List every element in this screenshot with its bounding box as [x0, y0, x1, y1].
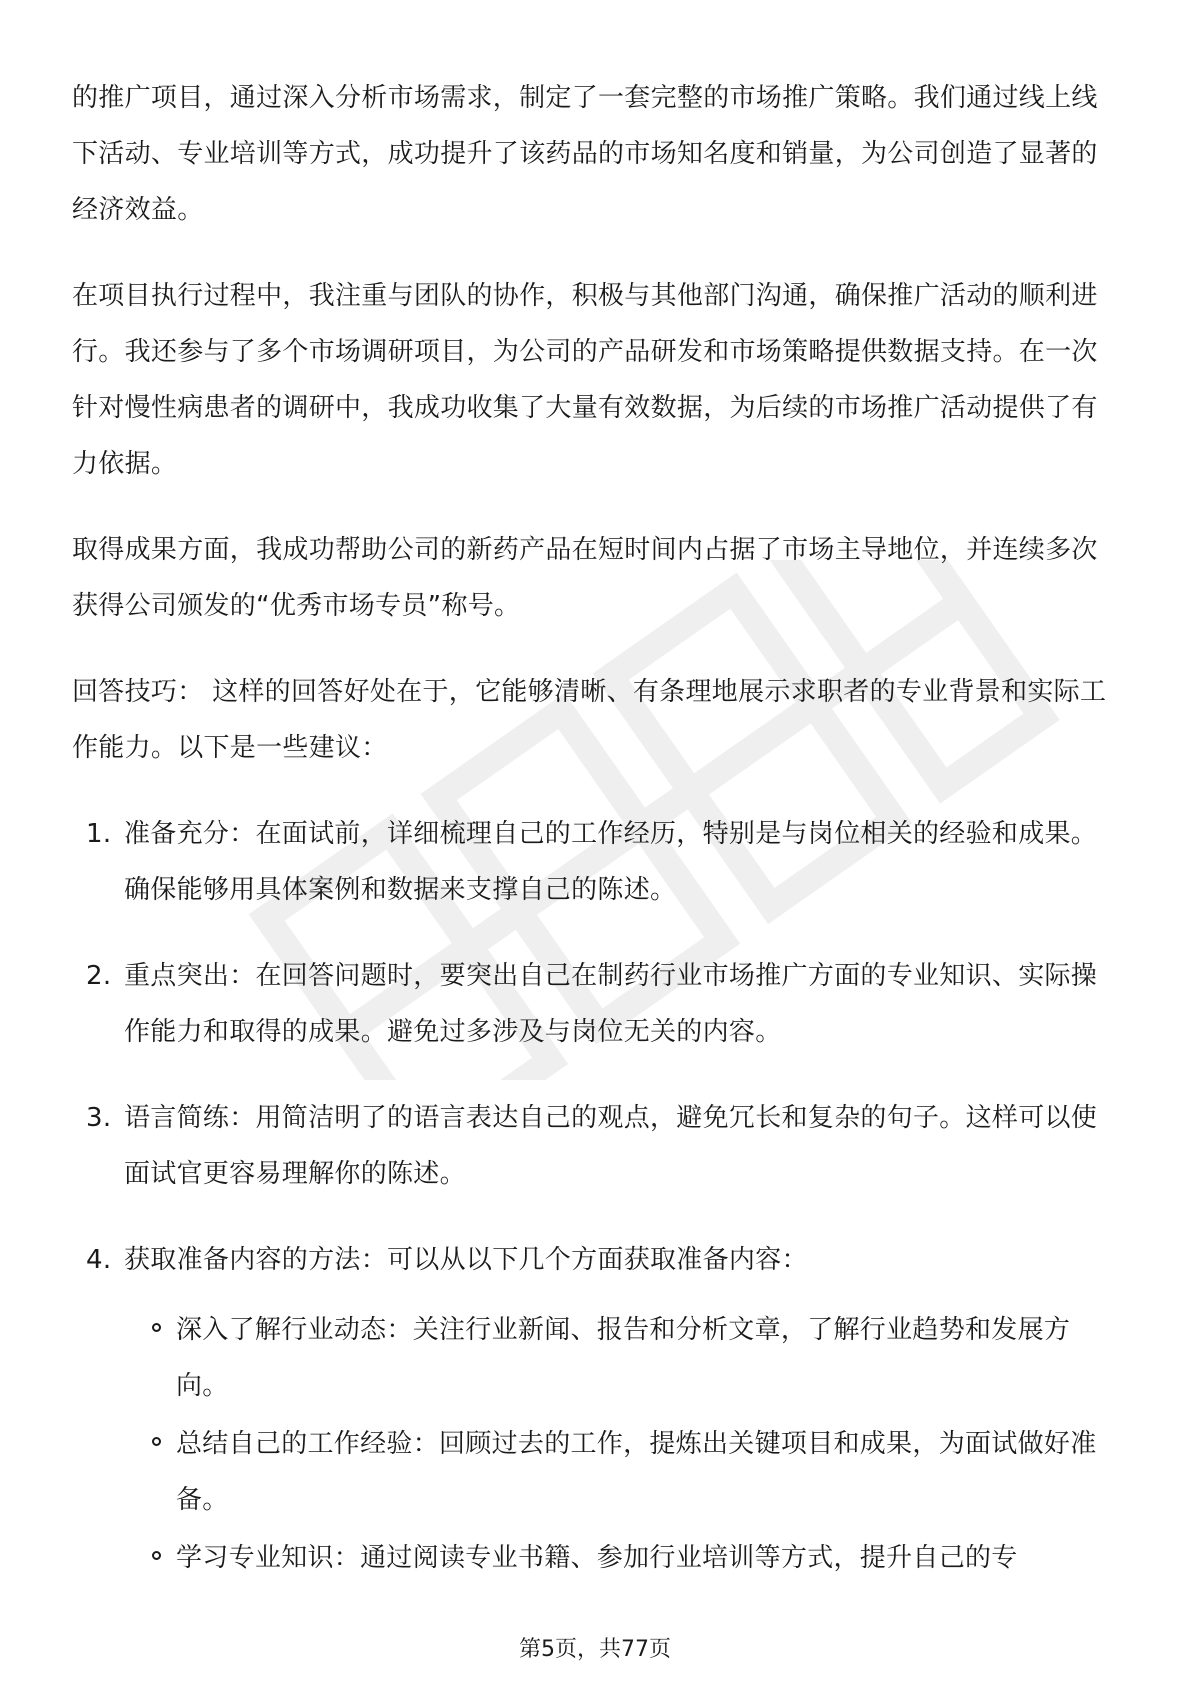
page-footer: 第5页，共77页 — [519, 1637, 671, 1662]
hollow-bullet-icon — [152, 1437, 161, 1446]
numbered-list — [72, 806, 1122, 1586]
paragraph: 的推广项目，通过深入分析市场需求，制定了一套完整的市场推广策略。我们通过线上线下活动、专业培训等方式，成功提升了该药品的市场知名度和销量，为公司创造了显著的经济效益。 — [72, 83, 1098, 225]
bullet-item — [124, 1530, 1122, 1586]
list-item-text: 重点突出：在回答问题时，要突出自己在制药行业市场推广方面的专业知识、实际操作能力和取得的成果。避免过多涉及与岗位无关的内容。 — [124, 961, 1098, 1047]
hollow-bullet-icon — [152, 1323, 161, 1332]
hollow-bullet-icon — [152, 1551, 161, 1560]
bullet-item-text: 深入了解行业动态：关注行业新闻、报告和分析文章，了解行业趋势和发展方向。 — [176, 1315, 1071, 1401]
list-number: 1. — [86, 819, 112, 849]
list-number: 2. — [86, 961, 112, 991]
list-item-text: 获取准备内容的方法：可以从以下几个方面获取准备内容： — [124, 1245, 808, 1275]
paragraph: 回答技巧： 这样的回答好处在于，它能够清晰、有条理地展示求职者的专业背景和实际工作能力。以下是一些建议： — [72, 677, 1107, 763]
paragraph: 在项目执行过程中，我注重与团队的协作，积极与其他部门沟通，确保推广活动的顺利进行。我还参与了多个市场调研项目，为公司的产品研发和市场策略提供数据支持。在一次针对慢性病患者的调研中，我成功收集了大量有效数据，为后续的市场推广活动提供了有力依据。 — [72, 281, 1098, 479]
bullet-item-text: 总结自己的工作经验：回顾过去的工作，提炼出关键项目和成果，为面试做好准备。 — [176, 1429, 1097, 1515]
list-item-text: 准备充分：在面试前，详细梳理自己的工作经历，特别是与岗位相关的经验和成果。确保能够用具体案例和数据来支撑自己的陈述。 — [124, 819, 1098, 905]
list-item — [72, 948, 1122, 1060]
list-item — [72, 1090, 1122, 1202]
list-item-text: 语言简练：用简洁明了的语言表达自己的观点，避免冗长和复杂的句子。这样可以使面试官更容易理解你的陈述。 — [124, 1103, 1098, 1189]
bullet-item — [124, 1302, 1122, 1414]
document-body — [72, 70, 1122, 1616]
list-item — [72, 1232, 1122, 1586]
list-number: 3. — [86, 1103, 112, 1133]
bullet-list — [124, 1302, 1122, 1586]
paragraph: 取得成果方面，我成功帮助公司的新药产品在短时间内占据了市场主导地位，并连续多次获得公司颁发的“优秀市场专员”称号。 — [72, 535, 1098, 621]
bullet-item — [124, 1416, 1122, 1528]
list-number: 4. — [86, 1245, 112, 1275]
bullet-item-text: 学习专业知识：通过阅读专业书籍、参加行业培训等方式，提升自己的专 — [176, 1543, 1018, 1573]
list-item — [72, 806, 1122, 918]
